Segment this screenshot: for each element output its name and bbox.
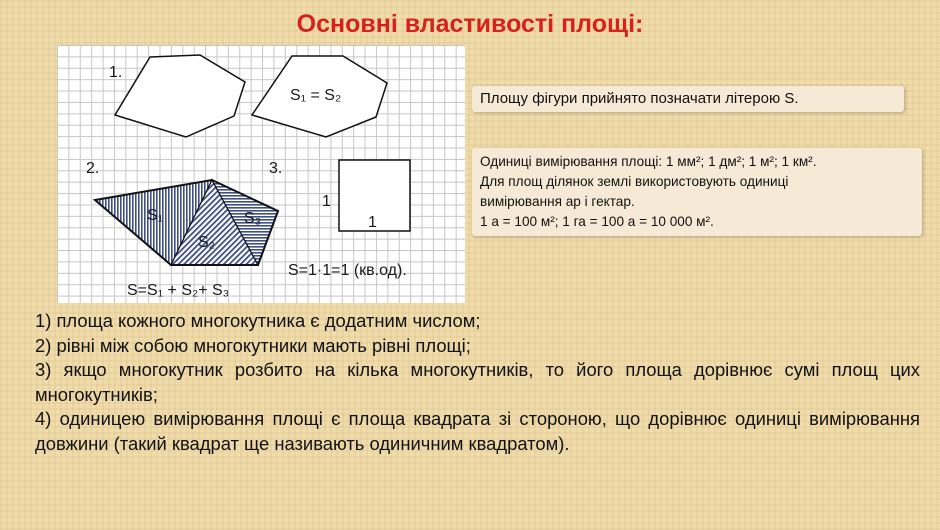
conversion-line: 1 а = 100 м²; 1 га = 100 а = 10 000 м². xyxy=(480,214,714,229)
property-1: 1) площа кожного многокутника є додатним числом; xyxy=(35,310,481,331)
equal-area-label: S₁ = S₂ xyxy=(290,87,342,104)
area-symbol-note: Площу фігури прийнято позначати літерою S. xyxy=(472,86,904,112)
property-4: 4) одиницею вимірювання площі є площа квадрата зі стороною, що дорівнює одиниці вимірювання довжини (такий квадрат ще називають одиничним квадратом). xyxy=(35,408,920,454)
land-units-line: Для площ ділянок землі використовують одиниці xyxy=(480,174,789,189)
properties-list xyxy=(35,309,920,456)
sum-area-formula: S=S₁ + S₂+ S₃ xyxy=(127,282,230,299)
grid-figure xyxy=(57,45,465,303)
area-s3-label: S₃ xyxy=(244,210,262,227)
area-units-note xyxy=(472,148,922,236)
figure-label-3: 3. xyxy=(269,160,283,177)
polygon-1 xyxy=(115,55,245,137)
units-line: Одиниці вимірювання площі: 1 мм²; 1 дм²; 1 м²; 1 км². xyxy=(480,154,817,169)
property-2: 2) рівні між собою многокутники мають рівні площі; xyxy=(35,334,471,356)
figure-label-1: 1. xyxy=(109,64,123,81)
figure-label-2: 2. xyxy=(86,160,100,177)
unit-side-bottom-label: 1 xyxy=(368,214,377,231)
land-units-line-2: вимірювання ар і гектар. xyxy=(480,194,635,209)
area-s2-label: S₂ xyxy=(198,234,215,251)
area-s1-label: S₁ xyxy=(147,207,164,224)
unit-area-formula: S=1·1=1 (кв.од). xyxy=(288,262,407,279)
page-title: Основні властивості площі: xyxy=(296,10,644,38)
unit-side-left-label: 1 xyxy=(322,193,331,210)
property-3: 3) якщо многокутник розбито на кілька многокутників, то його площа дорівнює сумі площ цих многокутників; xyxy=(35,359,920,405)
